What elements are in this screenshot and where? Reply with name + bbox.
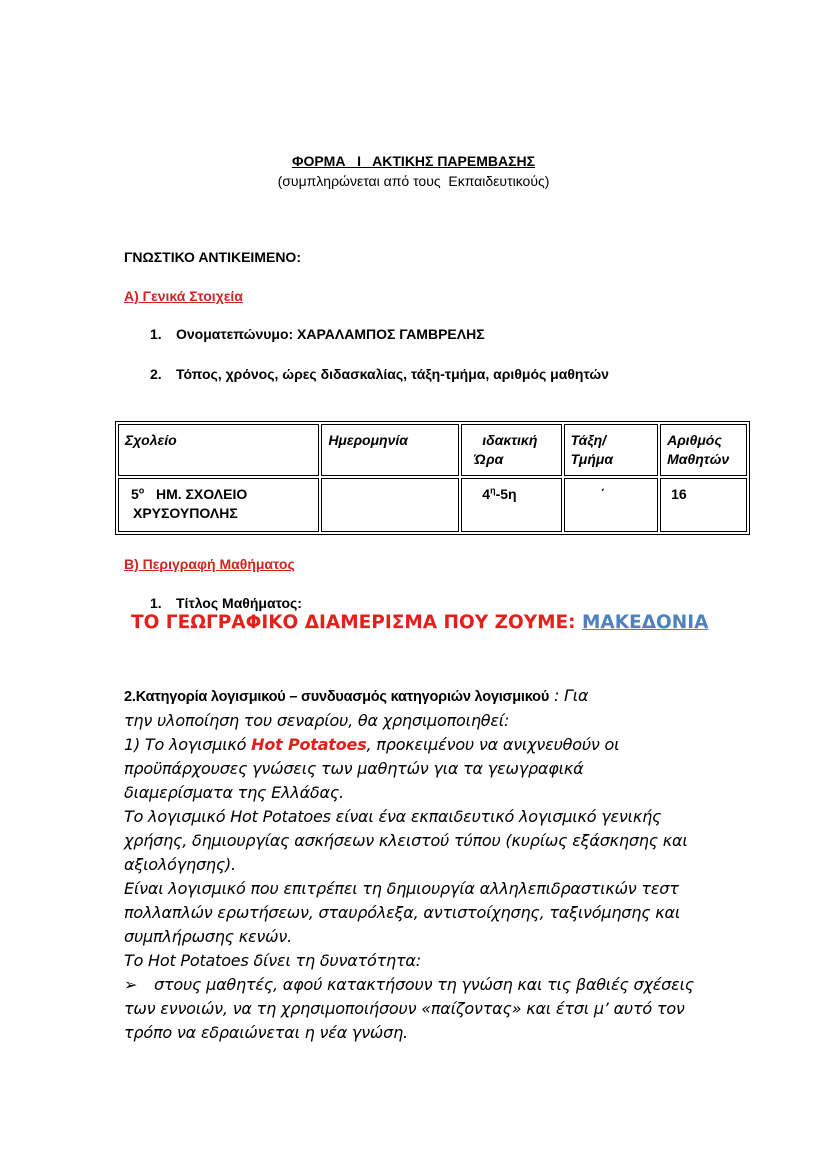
paragraph-line: συμπλήρωσης κενών. (124, 927, 292, 946)
header-date: Ημερομηνία (321, 424, 459, 476)
list-text: Ονοματεπώνυμο: ΧΑΡΑΛΑΜΠΟΣ ΓΑΜΒΡΕΛΗΣ (176, 326, 485, 342)
table-row (118, 478, 747, 532)
cell-date (321, 478, 459, 532)
lesson-title-link[interactable]: ΜΑΚΕΔΟΝΙΑ (582, 612, 709, 633)
list-text: Τόπος, χρόνος, ώρες διδασκαλίας, τάξη-τμήμα, αριθμός μαθητών (176, 366, 609, 382)
paragraph-line: Είναι λογισμικό που επιτρέπει τη δημιουργία αλληλεπιδραστικών τεστ (124, 879, 679, 898)
cell-hour: $4^\eta-5\eta$ (461, 478, 561, 532)
paragraph-line: 2.Κατηγορία λογισμικού – συνδυασμός κατηγοριών λογισμικού : Για (124, 686, 589, 705)
paragraph-line: διαμερίσματα της Ελλάδας. (124, 783, 344, 802)
list-number: 1. (150, 595, 162, 611)
list-text: Τίτλος Μαθήματος: (176, 595, 302, 611)
hot-potatoes-highlight: Hot Potatoes (251, 735, 367, 754)
header-class: Τάξη/ Τμήμα (564, 424, 659, 476)
paragraph-line: ➢ στους μαθητές, αφού κατακτήσουν τη γνώση και τις βαθιές σχέσεις (124, 973, 724, 997)
paragraph-line: 1) Το λογισμικό Hot Potatoes, προκειμένου να ανιχνευθούν οι (124, 735, 620, 754)
paragraph-line: την υλοποίηση του σεναρίου, θα χρησιμοποιηθεί: (124, 711, 510, 730)
list-number: 2. (150, 366, 162, 382)
cell-class: ΄ (564, 478, 659, 532)
list-item-name (150, 326, 485, 342)
list-item-details (150, 366, 609, 382)
paragraph-line: προϋπάρχουσες γνώσεις των μαθητών για τα γεωγραφικά (124, 759, 584, 778)
lesson-title: ΤΟ ΓΕΩΓΡΑΦΙΚΟ ΔΙΑΜΕΡΙΣΜΑ ΠΟΥ ΖΟΥΜΕ: ΜΑΚΕΔΟΝΙΑ (131, 612, 709, 633)
header-school: Σχολείο (118, 424, 319, 476)
paragraph-line: χρήσης, δημιουργίας ασκήσεων κλειστού τύπου (κυρίως εξάσκησης και (124, 831, 688, 850)
table-header-row (118, 424, 747, 476)
paragraph-line: αξιολόγησης). (124, 855, 236, 874)
software-description (124, 684, 724, 1045)
section-a-heading: Α) Γενικά Στοιχεία (124, 288, 243, 304)
paragraph-line: Το λογισμικό Hot Potatoes είναι ένα εκπαιδευτικό λογισμικό γενικής (124, 807, 662, 826)
list-number: 1. (150, 326, 162, 342)
header-hour: ιδακτική Ώρα (461, 424, 561, 476)
section-b-heading: Β) Περιγραφή Μαθήματος (124, 556, 295, 572)
cell-students: 16 (660, 478, 747, 532)
list-item-lesson-title (150, 595, 302, 611)
subject-label: ΓΝΩΣΤΙΚΟ ΑΝΤΙΚΕΙΜΕΝΟ: (124, 249, 301, 265)
header-students: Αριθμός Μαθητών (660, 424, 747, 476)
paragraph-line: των εννοιών, να τη χρησιμοποιήσουν «παίζοντας» και έτσι μ’ αυτό τον (124, 999, 685, 1018)
arrow-bullet-icon: ➢ (124, 975, 138, 994)
paragraph-line: Το Hot Potatoes δίνει τη δυνατότητα: (124, 951, 421, 970)
form-title: ΦΟΡΜΑ Ι ΑΚΤΙΚΗΣ ΠΑΡΕΜΒΑΣΗΣ (291, 153, 536, 169)
form-subtitle: (συμπληρώνεται από τους Εκπαιδευτικούς) (277, 173, 550, 189)
cell-school: $5^o$ ΗΜ. ΣΧΟΛΕΙΟ ΧΡΥΣΟΥΠΟΛΗΣ (118, 478, 319, 532)
paragraph-line: τρόπο να εδραιώνεται η νέα γνώση. (124, 1023, 408, 1042)
paragraph-line: πολλαπλών ερωτήσεων, σταυρόλεξα, αντιστοίχησης, ταξινόμησης και (124, 903, 681, 922)
lesson-info-table (115, 421, 750, 535)
